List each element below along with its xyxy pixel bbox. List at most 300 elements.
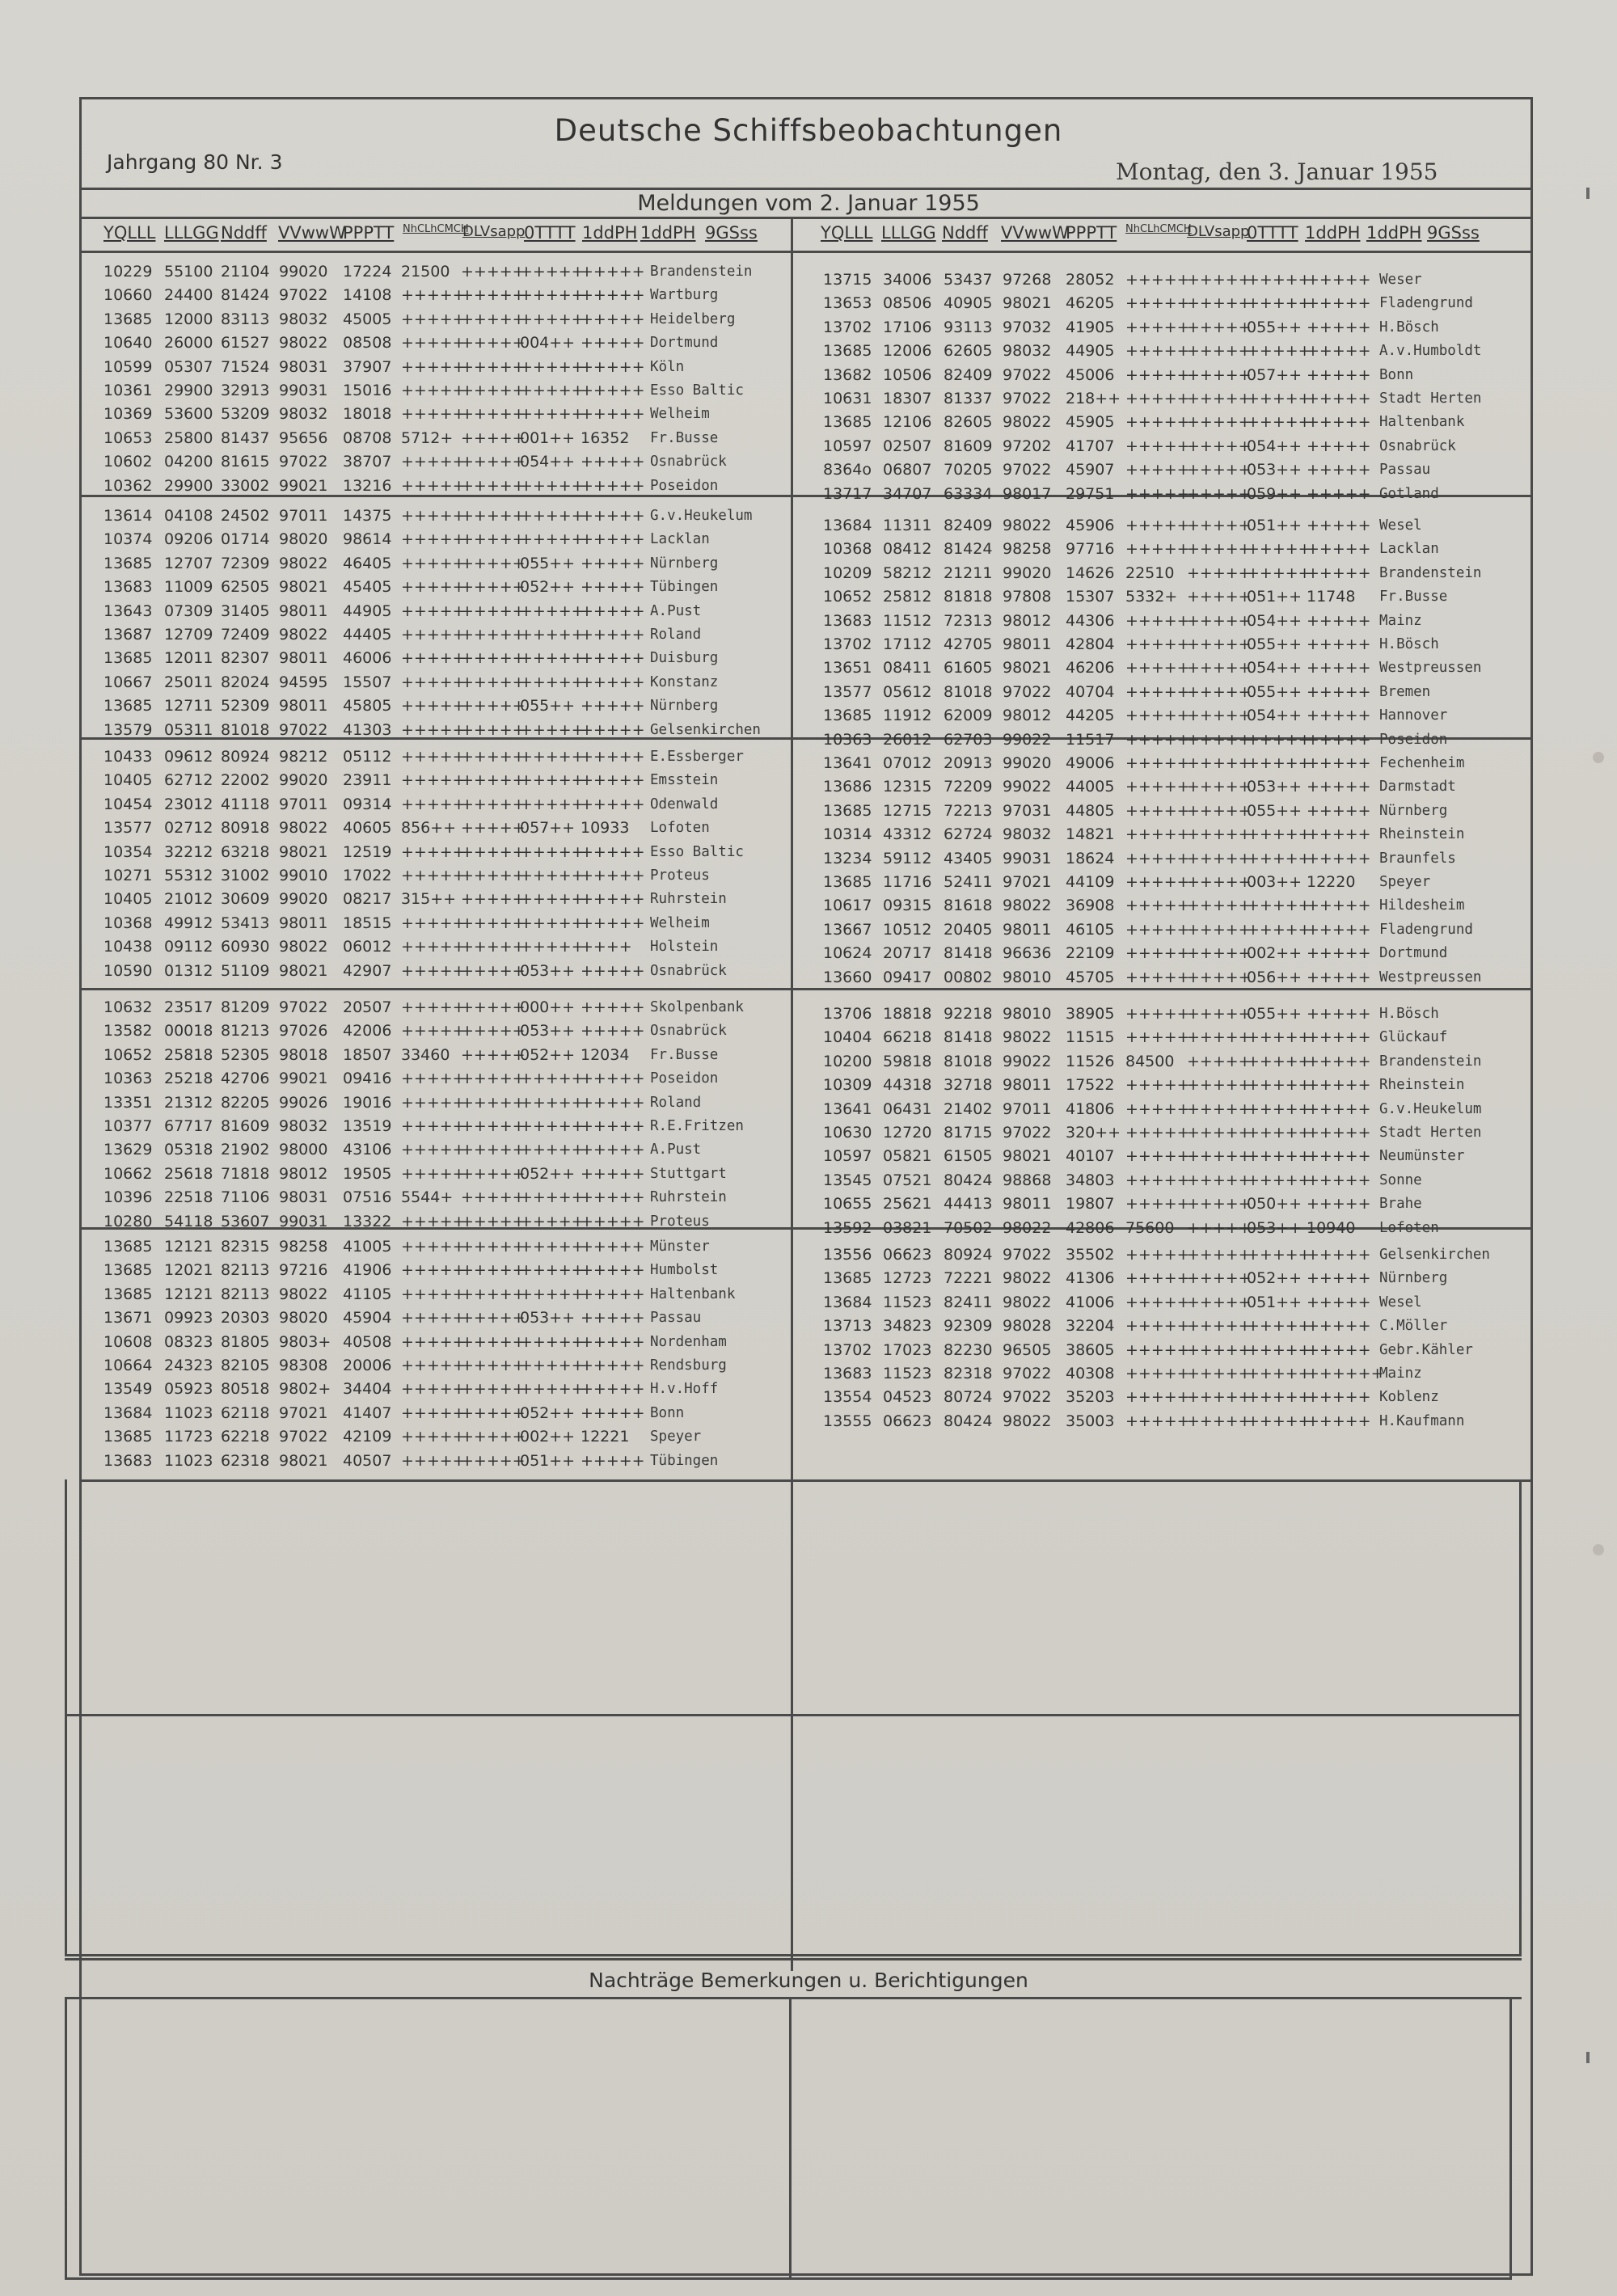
cell-nddff: 61505	[944, 1147, 993, 1166]
cell-yqlll: 13683	[103, 578, 153, 597]
cell-lllgg: 49912	[164, 914, 213, 932]
cell-lllgg: 17023	[883, 1340, 932, 1359]
col-header-nddff-right: Nddff	[942, 223, 988, 243]
cell-yqlll: 10617	[823, 897, 872, 915]
cell-dv: +++++	[461, 890, 526, 909]
cell-ppptt: 45904	[343, 1309, 392, 1327]
cell-0tttt: 003++	[1247, 873, 1302, 891]
cell-ppptt: 32204	[1066, 1317, 1115, 1336]
cell-yqlll: 13577	[103, 819, 153, 838]
cell-1ddph: +++++	[581, 263, 645, 281]
cell-yqlll: 10363	[823, 730, 872, 749]
cell-lllgg: 11912	[883, 707, 932, 725]
cell-nddff: 70502	[944, 1218, 993, 1237]
cell-lllgg: 07521	[883, 1171, 932, 1189]
cell-ship: A.Pust	[650, 1142, 702, 1159]
cell-dv: +++++	[461, 649, 526, 668]
cell-nh: +++++	[401, 382, 466, 399]
cell-lllgg: 11716	[883, 873, 932, 891]
cell-dv: +++++	[461, 1451, 526, 1470]
cell-nh: +++++	[401, 310, 466, 328]
cell-nh: +++++	[401, 1164, 466, 1183]
cell-nh: +++++	[401, 748, 466, 766]
cell-lllgg: 25218	[164, 1070, 213, 1088]
cell-dv: +++++	[1187, 873, 1252, 891]
cell-dv: +++++	[461, 1285, 526, 1303]
cell-yqlll: 13671	[103, 1309, 153, 1327]
cell-vvwww: 98308	[279, 1357, 328, 1374]
cell-nh: +++++	[1125, 342, 1190, 361]
cell-ppptt: 45705	[1066, 968, 1115, 986]
cell-vvwww: 98032	[1003, 825, 1052, 844]
cell-yqlll: 10660	[103, 286, 153, 305]
cell-nh: +++++	[1125, 1293, 1190, 1311]
cell-vvwww: 97022	[279, 720, 328, 739]
cell-lllgg: 11523	[883, 1365, 932, 1382]
cell-nddff: 62605	[944, 342, 993, 361]
cell-vvwww: 98022	[279, 819, 328, 838]
cell-nddff: 81018	[944, 682, 993, 701]
cell-nddff: 33002	[221, 476, 270, 495]
cell-nh: +++++	[401, 961, 466, 980]
col-header-yqlll-right: YQLLL	[821, 223, 873, 243]
cell-dv: +++++	[1187, 754, 1252, 772]
cell-vvwww: 98022	[1003, 517, 1052, 534]
cell-nh: +++++	[1125, 484, 1190, 503]
cell-nh: +++++	[401, 1022, 466, 1040]
cell-vvwww: 97031	[1003, 801, 1052, 820]
cell-ppptt: 14375	[343, 507, 392, 525]
cell-vvwww: 99021	[279, 1070, 328, 1088]
cell-yqlll: 13702	[823, 318, 872, 336]
cell-lllgg: 08411	[883, 659, 932, 677]
cell-nddff: 82411	[944, 1293, 993, 1311]
cell-lllgg: 09206	[164, 530, 213, 549]
cell-lllgg: 12121	[164, 1285, 213, 1303]
cell-ship: Münster	[650, 1239, 710, 1255]
cell-0tttt: +++++	[520, 357, 585, 376]
cell-nh: +++++	[401, 1451, 466, 1470]
cell-lllgg: 05318	[164, 1141, 213, 1159]
cell-nddff: 72213	[944, 801, 993, 820]
cell-1ddph: +++++	[581, 961, 645, 980]
cell-0tttt: 053++	[520, 961, 576, 980]
cell-0tttt: +++++	[520, 771, 585, 790]
cell-dv: +++++	[1187, 1269, 1252, 1288]
cell-lllgg: 11009	[164, 578, 213, 597]
cell-1ddph: +++++	[1307, 517, 1371, 534]
cell-yqlll: 13684	[823, 1293, 872, 1311]
cell-vvwww: 98022	[1003, 1028, 1052, 1047]
cell-nddff: 81018	[944, 1052, 993, 1070]
cell-ship: Odenwald	[650, 796, 719, 812]
cell-yqlll: 13555	[823, 1412, 872, 1430]
cell-vvwww: 99031	[279, 1212, 328, 1230]
cell-lllgg: 10512	[883, 920, 932, 939]
cell-ppptt: 07516	[343, 1188, 392, 1207]
cell-yqlll: 13582	[103, 1022, 153, 1040]
col-header-9gsss: 9GSss	[705, 223, 758, 243]
cell-0tttt: +++++	[520, 748, 585, 766]
cell-1ddph: +++++	[581, 795, 645, 813]
cell-yqlll: 13554	[823, 1388, 872, 1407]
cell-1ddph: +++++	[581, 771, 645, 790]
cell-lllgg: 26000	[164, 334, 213, 352]
cell-1ddph: +++++	[1307, 1076, 1371, 1095]
cell-nh: +++++	[1125, 968, 1190, 986]
cell-vvwww: 97022	[1003, 365, 1052, 384]
cell-1ddph: +++++	[1307, 1028, 1371, 1047]
cell-ship: Proteus	[650, 1213, 710, 1230]
cell-0tttt: 055++	[1247, 318, 1302, 336]
cell-ppptt: 43106	[343, 1141, 392, 1159]
cell-lllgg: 12021	[164, 1261, 213, 1280]
cell-lllgg: 12315	[883, 778, 932, 796]
cell-ppptt: 05112	[343, 748, 392, 766]
cell-nddff: 81018	[221, 720, 270, 739]
cell-lllgg: 05307	[164, 357, 213, 376]
cell-nddff: 31405	[221, 601, 270, 620]
cell-dv: +++++	[461, 1022, 526, 1040]
cell-ship: Bonn	[1379, 366, 1414, 383]
cell-ppptt: 20507	[343, 998, 392, 1016]
cell-vvwww: 98021	[1003, 294, 1052, 313]
cell-nddff: 81615	[221, 453, 270, 471]
cell-ship: Fechenheim	[1379, 755, 1465, 771]
cell-vvwww: 98022	[279, 554, 328, 572]
cell-lllgg: 18818	[883, 1005, 932, 1023]
cell-nh: +++++	[401, 1261, 466, 1280]
cell-dv: +++++	[461, 748, 526, 766]
cell-lllgg: 06807	[883, 461, 932, 479]
cell-vvwww: 9802+	[279, 1380, 331, 1399]
cell-yqlll: 10362	[103, 476, 153, 495]
cell-nh: +++++	[401, 771, 466, 790]
cell-0tttt: +++++	[520, 867, 585, 884]
cell-0tttt: 052++	[520, 578, 576, 597]
cell-1ddph: +++++	[581, 649, 645, 668]
cell-1ddph: +++++	[581, 1285, 645, 1303]
cell-nddff: 82315	[221, 1238, 270, 1256]
cell-1ddph: +++++	[581, 1380, 645, 1399]
cell-nh: +++++	[1125, 754, 1190, 772]
cell-0tttt: 051++	[520, 1451, 576, 1470]
cell-vvwww: 98868	[1003, 1171, 1052, 1189]
cell-vvwww: 95656	[279, 428, 328, 447]
cell-1ddph: ++++++	[1307, 1365, 1384, 1382]
cell-1ddph: +++++	[581, 476, 645, 495]
cell-vvwww: 98018	[279, 1045, 328, 1064]
cell-ship: Konstanz	[650, 673, 719, 690]
cell-1ddph: 10940	[1307, 1218, 1356, 1237]
cell-dv: +++++	[461, 1188, 526, 1207]
cell-ppptt: 45405	[343, 578, 392, 597]
cell-lllgg: 59112	[883, 849, 932, 867]
cell-ship: Esso Baltic	[650, 382, 744, 399]
cell-ppptt: 44205	[1066, 707, 1115, 725]
cell-nddff: 62703	[944, 730, 993, 749]
cell-yqlll: 13643	[103, 601, 153, 620]
cell-vvwww: 98032	[1003, 342, 1052, 361]
cell-nddff: 21104	[221, 263, 270, 281]
cell-vvwww: 98031	[279, 1188, 328, 1207]
cell-ppptt: 37907	[343, 357, 392, 376]
col-header-9gsss-right: 9GSss	[1427, 223, 1480, 243]
cell-lllgg: 09417	[883, 968, 932, 986]
cell-nh: +++++	[1125, 682, 1190, 701]
cell-0tttt: +++++	[520, 720, 585, 739]
cell-yqlll: 13351	[103, 1093, 153, 1112]
cell-yqlll: 10396	[103, 1188, 153, 1207]
cell-yqlll: 10597	[823, 437, 872, 455]
cell-lllgg: 25621	[883, 1195, 932, 1213]
cell-ship: H.v.Hoff	[650, 1381, 719, 1398]
cell-dv: +++++	[1187, 1028, 1252, 1047]
cell-yqlll: 10374	[103, 530, 153, 549]
cell-dv: +++++	[1187, 1317, 1252, 1336]
cell-0tttt: +++++	[1247, 294, 1311, 313]
cell-ppptt: 45005	[343, 310, 392, 328]
cell-vvwww: 98022	[1003, 1218, 1052, 1237]
cell-nh: +++++	[401, 507, 466, 525]
cell-vvwww: 98021	[279, 961, 328, 980]
cell-ppptt: 44005	[1066, 778, 1115, 796]
cell-lllgg: 06431	[883, 1099, 932, 1118]
cell-vvwww: 97011	[279, 507, 328, 525]
cell-ppptt: 44905	[343, 601, 392, 620]
cell-nddff: 72309	[221, 554, 270, 572]
cell-ppptt: 18624	[1066, 849, 1115, 867]
cell-1ddph: +++++	[581, 697, 645, 715]
cell-0tttt: +++++	[1247, 1076, 1311, 1095]
cell-vvwww: 98011	[1003, 1076, 1052, 1095]
cell-lllgg: 12720	[883, 1124, 932, 1142]
cell-vvwww: 99022	[1003, 1052, 1052, 1070]
cell-ppptt: 41005	[343, 1238, 392, 1256]
cell-vvwww: 9803+	[279, 1332, 331, 1351]
cell-ppptt: 40308	[1066, 1365, 1115, 1382]
cell-dv: +++++	[461, 673, 526, 691]
cell-nddff: 61605	[944, 659, 993, 677]
cell-nddff: 71818	[221, 1164, 270, 1183]
cell-yqlll: 13685	[823, 413, 872, 432]
cell-ship: Holstein	[650, 939, 719, 956]
cell-ship: Darmstadt	[1379, 779, 1456, 796]
cell-0tttt: +++++	[520, 914, 585, 932]
cell-nh: +++++	[1125, 1365, 1190, 1382]
cell-1ddph: +++++	[581, 842, 645, 861]
cell-ppptt: 46206	[1066, 659, 1115, 677]
cell-nh: +++++	[1125, 897, 1190, 915]
cell-ppptt: 34803	[1066, 1171, 1115, 1189]
cell-1ddph: 12220	[1307, 873, 1356, 891]
cell-ppptt: 45907	[1066, 461, 1115, 479]
nachtraege-heading: Nachträge Bemerkungen u. Berichtigungen	[589, 1969, 1028, 1992]
cell-dv: +++++	[461, 601, 526, 620]
cell-0tttt: +++++	[520, 405, 585, 424]
cell-ship: Welheim	[650, 406, 710, 423]
cell-0tttt: 051++	[1247, 1293, 1302, 1311]
cell-dv: +++++	[1187, 342, 1252, 361]
cell-ship: Roland	[650, 627, 702, 643]
cell-nh: +++++	[1125, 635, 1190, 653]
cell-nddff: 22002	[221, 771, 270, 790]
cell-yqlll: 13713	[823, 1317, 872, 1336]
cell-ship: Brandenstein	[650, 264, 753, 280]
cell-ship: A.v.Humboldt	[1379, 343, 1482, 360]
cell-1ddph: +++++	[581, 554, 645, 572]
cell-lllgg: 09612	[164, 748, 213, 766]
cell-1ddph: +++++	[1307, 1195, 1371, 1213]
cell-nddff: 62505	[221, 578, 270, 597]
cell-0tttt: +++++	[1247, 1340, 1311, 1359]
cell-yqlll: 13687	[103, 626, 153, 644]
cell-vvwww: 98021	[1003, 1147, 1052, 1166]
cell-ship: Stadt Herten	[1379, 1125, 1482, 1141]
cell-nh: +++++	[401, 867, 466, 884]
cell-lllgg: 62712	[164, 771, 213, 790]
cell-ppptt: 14108	[343, 286, 392, 305]
cell-1ddph: +++++	[1307, 1246, 1371, 1264]
cell-lllgg: 03821	[883, 1218, 932, 1237]
cell-ppptt: 40605	[343, 819, 392, 838]
cell-0tttt: +++++	[1247, 1317, 1311, 1336]
cell-ship: Welheim	[650, 914, 710, 931]
cell-dv: +++++	[1187, 1099, 1252, 1118]
cell-dv: +++++	[1187, 778, 1252, 796]
cell-vvwww: 98012	[279, 1164, 328, 1183]
cell-ship: Heidelberg	[650, 310, 736, 327]
cell-0tttt: 051++	[1247, 588, 1302, 606]
cell-ship: Nürnberg	[1379, 1270, 1448, 1287]
cell-1ddph: +++++	[581, 1117, 645, 1135]
cell-dv: +++++	[1187, 1218, 1252, 1237]
cell-ppptt: 13322	[343, 1212, 392, 1230]
cell-ship: H.Bösch	[1379, 1006, 1439, 1022]
cell-nddff: 52411	[944, 873, 993, 891]
cell-nddff: 80424	[944, 1171, 993, 1189]
cell-yqlll: 13641	[823, 754, 872, 772]
cell-1ddph: +++++	[1307, 1099, 1371, 1118]
cell-nh: +++++	[1125, 1269, 1190, 1288]
cell-yqlll: 13685	[103, 554, 153, 572]
cell-ship: Speyer	[1379, 874, 1431, 890]
cell-vvwww: 99026	[279, 1093, 328, 1112]
cell-yqlll: 10655	[823, 1195, 872, 1213]
cell-lllgg: 02712	[164, 819, 213, 838]
cell-yqlll: 10368	[103, 914, 153, 932]
cell-dv: +++++	[461, 961, 526, 980]
cell-vvwww: 98021	[279, 842, 328, 861]
cell-lllgg: 02507	[883, 437, 932, 455]
cell-0tttt: 052++	[1247, 1269, 1302, 1288]
cell-vvwww: 97808	[1003, 588, 1052, 606]
cell-lllgg: 04200	[164, 453, 213, 471]
cell-nddff: 52309	[221, 697, 270, 715]
cell-ship: E.Essberger	[650, 749, 744, 765]
cell-0tttt: 053++	[520, 1309, 576, 1327]
cell-nh: +++++	[401, 1070, 466, 1088]
cell-1ddph: +++++	[1307, 318, 1371, 336]
cell-ship: Passau	[650, 1310, 702, 1327]
cell-yqlll: 13685	[103, 310, 153, 328]
cell-ppptt: 41806	[1066, 1099, 1115, 1118]
cell-dv: +++++	[461, 819, 526, 838]
cell-yqlll: 10354	[103, 842, 153, 861]
cell-nddff: 82409	[944, 365, 993, 384]
cell-0tttt: +++++	[1247, 563, 1311, 582]
cell-nddff: 81609	[221, 1117, 270, 1135]
cell-nddff: 82605	[944, 413, 993, 432]
cell-nh: +++++	[1125, 1317, 1190, 1336]
cell-vvwww: 97026	[279, 1022, 328, 1040]
cell-ppptt: 17022	[343, 867, 392, 884]
cell-ppptt: 23911	[343, 771, 392, 790]
cell-dv: +++++	[461, 334, 526, 352]
cell-vvwww: 97011	[1003, 1099, 1052, 1118]
cell-ppptt: 08708	[343, 428, 392, 447]
cell-vvwww: 98022	[279, 938, 328, 956]
cell-dv: +++++	[1187, 659, 1252, 677]
cell-ship: Humbolst	[650, 1262, 719, 1279]
cell-ppptt: 38905	[1066, 1005, 1115, 1023]
cell-dv: +++++	[461, 938, 526, 956]
cell-vvwww: 98022	[1003, 897, 1052, 915]
cell-ship: Roland	[650, 1094, 702, 1111]
cell-lllgg: 23012	[164, 795, 213, 813]
cell-ppptt: 42907	[343, 961, 392, 980]
cell-nddff: 60930	[221, 938, 270, 956]
cell-yqlll: 10280	[103, 1212, 153, 1230]
cell-vvwww: 98022	[1003, 1412, 1052, 1430]
cell-ship: Nordenham	[650, 1333, 727, 1350]
cell-lllgg: 06623	[883, 1246, 932, 1264]
cell-1ddph: +++++	[581, 578, 645, 597]
cell-ppptt: 44805	[1066, 801, 1115, 820]
cell-1ddph: +++++	[1307, 390, 1371, 407]
cell-nddff: 82318	[944, 1365, 993, 1382]
cell-1ddph: +++++	[1307, 1388, 1371, 1407]
cell-ppptt: 09416	[343, 1070, 392, 1088]
cell-yqlll: 13549	[103, 1380, 153, 1399]
cell-0tttt: 004++	[520, 334, 576, 352]
cell-yqlll: 10309	[823, 1076, 872, 1095]
cell-nh: +++++	[401, 1357, 466, 1374]
cell-lllgg: 34707	[883, 484, 932, 503]
cell-vvwww: 99010	[279, 867, 328, 884]
cell-ppptt: 44109	[1066, 873, 1115, 891]
cell-yqlll: 10624	[823, 944, 872, 963]
cell-yqlll: 10438	[103, 938, 153, 956]
cell-vvwww: 99020	[279, 890, 328, 909]
cell-0tttt: +++++	[520, 795, 585, 813]
cell-1ddph: +++++	[1307, 825, 1371, 844]
cell-lllgg: 08412	[883, 540, 932, 559]
cell-yqlll: 10640	[103, 334, 153, 352]
cell-yqlll: 10200	[823, 1052, 872, 1070]
cell-1ddph: +++++	[1307, 1147, 1371, 1166]
cell-yqlll: 10599	[103, 357, 153, 376]
cell-vvwww: 97021	[1003, 873, 1052, 891]
col-header-1ddph-right: 1ddPH	[1305, 223, 1361, 243]
cell-nh: +++++	[401, 578, 466, 597]
cell-dv: +++++	[1187, 707, 1252, 725]
cell-1ddph: 12034	[581, 1045, 630, 1064]
cell-ppptt: 41906	[343, 1261, 392, 1280]
cell-dv: +++++	[461, 914, 526, 932]
cell-ppptt: 18515	[343, 914, 392, 932]
cell-vvwww: 98010	[1003, 968, 1052, 986]
